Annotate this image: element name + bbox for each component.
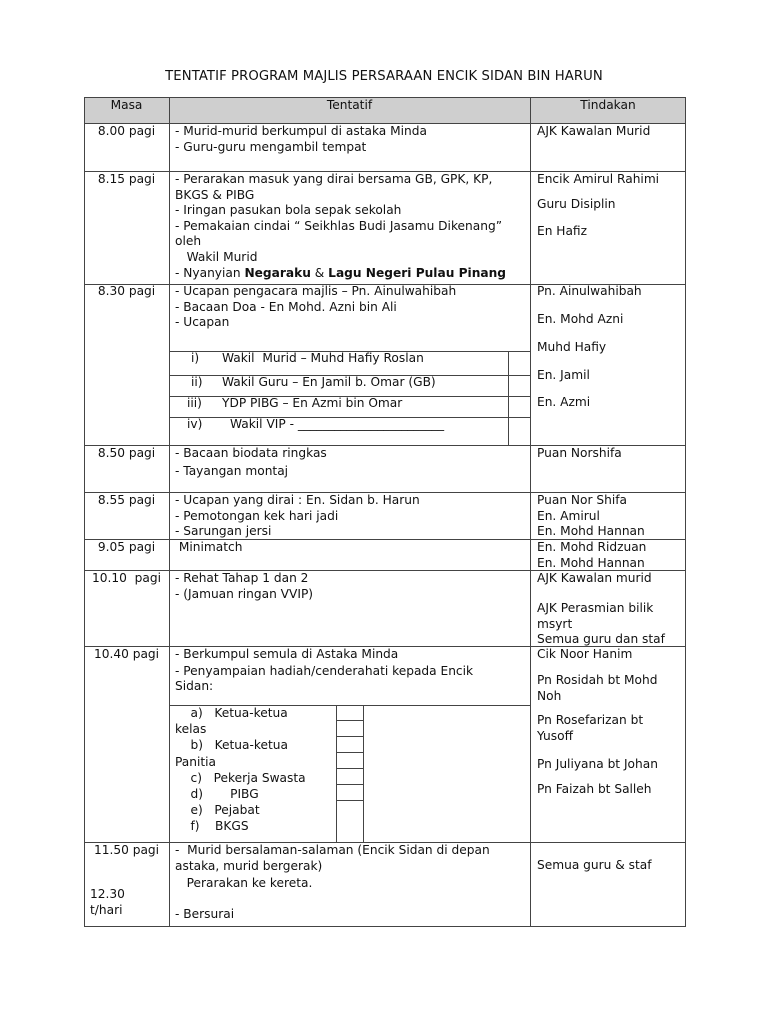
tindakan-cell <box>537 540 646 571</box>
time-cell: 10.10 pagi <box>92 571 161 585</box>
list-item: - Berkumpul semula di Astaka Minda <box>175 647 399 661</box>
table-border <box>84 926 686 927</box>
list-item: Semua guru dan staf <box>537 632 665 647</box>
award-item: f) BKGS <box>175 819 249 834</box>
list-item: Wakil Murid <box>175 249 258 264</box>
column-divider <box>169 97 170 927</box>
award-item: a) Ketua-ketua <box>175 706 288 720</box>
tindakan-cell <box>537 673 657 704</box>
nested-table-line <box>336 736 363 737</box>
tindakan-cell: Pn. Ainulwahibah <box>537 284 642 298</box>
time-cell: 8.50 pagi <box>97 446 156 460</box>
list-item: Puan Nor Shifa <box>537 493 627 507</box>
tindakan-cell <box>537 713 643 744</box>
tindakan-cell: Puan Norshifa <box>537 446 622 460</box>
tindakan-cell: Guru Disiplin <box>537 197 616 211</box>
tindakan-cell: Semua guru & staf <box>537 858 652 872</box>
time-cell: 8.15 pagi <box>97 172 156 186</box>
list-item: - Ucapan <box>175 315 230 330</box>
tentatif-cell <box>175 284 456 331</box>
speech-item: Wakil VIP - ________________________ <box>230 417 445 431</box>
tentatif-cell <box>175 571 313 602</box>
tindakan-cell: Pn Faizah bt Salleh <box>537 782 652 796</box>
tindakan-cell: En. Mohd Azni <box>537 312 624 326</box>
award-item: c) Pekerja Swasta <box>175 770 306 785</box>
tindakan-cell: AJK Kawalan murid <box>537 571 652 585</box>
anthem-negeri: Lagu Negeri Pulau Pinang <box>328 265 507 280</box>
list-item: - Pemotongan kek hari jadi <box>175 508 339 523</box>
list-item: - (Jamuan ringan VVIP) <box>175 586 314 601</box>
award-item: d) PIBG <box>175 787 259 802</box>
list-item: - Bersurai <box>175 907 235 921</box>
speech-item: YDP PIBG – En Azmi bin Omar <box>222 396 403 410</box>
list-item: En. Mohd Hannan <box>537 555 645 570</box>
header-tentatif: Tentatif <box>326 98 373 112</box>
program-table <box>84 97 686 927</box>
list-item: Sidan: <box>175 679 214 694</box>
time-cell-end <box>90 887 125 918</box>
award-item: Panitia <box>175 754 217 769</box>
tindakan-cell: Muhd Hafiy <box>537 340 607 354</box>
list-item: - Sarungan jersi <box>175 524 272 539</box>
speech-number: iv) <box>187 417 203 431</box>
anthem-negaraku: Negaraku <box>244 265 311 280</box>
table-border <box>84 97 85 927</box>
list-item: Pn Rosefarizan bt <box>537 713 644 727</box>
tindakan-cell: En. Jamil <box>537 368 590 382</box>
speech-number: i) <box>191 351 200 365</box>
list-item: Yusoff <box>537 728 573 743</box>
table-border <box>685 97 686 927</box>
list-item: - Murid-murid berkumpul di astaka Minda <box>175 124 427 138</box>
header-masa: Masa <box>110 98 143 112</box>
nested-table-line <box>336 768 363 769</box>
list-item: - Pemakaian cindai “ Seikhlas Budi Jasamu Dikenang” <box>175 218 503 233</box>
list-item: AJK Perasmian bilik <box>537 601 654 615</box>
time-cell: 8.00 pagi <box>97 124 156 138</box>
list-item: Pn Rosidah bt Mohd <box>537 673 658 687</box>
list-item: t/hari <box>90 902 123 917</box>
tindakan-cell <box>537 601 665 648</box>
list-item: - Penyampaian hadiah/cenderahati kepada Encik <box>175 663 474 678</box>
time-cell: 8.55 pagi <box>97 493 156 507</box>
award-item: kelas <box>175 722 207 737</box>
tentatif-cell <box>175 172 506 281</box>
tentatif-cell <box>175 647 473 695</box>
tindakan-cell: Cik Noor Hanim <box>537 647 633 661</box>
list-item: - Tayangan montaj <box>175 464 289 478</box>
list-item: - Rehat Tahap 1 dan 2 <box>175 571 309 585</box>
list-item: - Ucapan yang dirai : En. Sidan b. Harun <box>175 493 420 507</box>
tindakan-cell: En Hafiz <box>537 224 588 238</box>
time-cell: 9.05 pagi <box>97 540 156 554</box>
award-list <box>175 705 306 835</box>
list-item: - Ucapan pengacara majlis – Pn. Ainulwahibah <box>175 284 457 298</box>
time-cell: 8.30 pagi <box>97 284 156 298</box>
anthem-prefix: - Nyanyian <box>175 265 245 280</box>
list-item: - Iringan pasukan bola sepak sekolah <box>175 203 402 218</box>
nested-table-line <box>336 720 363 721</box>
column-divider <box>530 97 531 927</box>
list-item: Perarakan ke kereta. <box>175 876 313 891</box>
list-item: - Bacaan biodata ringkas <box>175 446 327 460</box>
list-item: BKGS & PIBG <box>175 187 255 202</box>
time-cell: 10.40 pagi <box>93 647 160 661</box>
list-item: - Guru-guru mengambil tempat <box>175 139 367 154</box>
tindakan-cell: Encik Amirul Rahimi <box>537 172 660 186</box>
list-item: Noh <box>537 688 562 703</box>
award-item: b) Ketua-ketua <box>175 738 288 753</box>
tindakan-cell: En. Azmi <box>537 395 591 409</box>
list-item: En. Mohd Hannan <box>537 524 645 539</box>
speech-number: iii) <box>187 396 202 410</box>
anthem-line <box>175 266 506 282</box>
tentatif-cell <box>175 843 490 892</box>
nested-table-line <box>508 351 509 445</box>
speech-item: Wakil Murid – Muhd Hafiy Roslan <box>222 351 424 365</box>
tindakan-cell: Pn Juliyana bt Johan <box>537 757 658 771</box>
speech-item: Wakil Guru – En Jamil b. Omar (GB) <box>222 375 436 389</box>
tindakan-cell <box>537 493 645 540</box>
list-item: - Bacaan Doa - En Mohd. Azni bin Ali <box>175 299 397 314</box>
list-item: - Murid bersalaman-salaman (Encik Sidan di depan <box>175 843 490 857</box>
time-cell: 11.50 pagi <box>93 843 160 857</box>
list-item: En. Amirul <box>537 508 600 523</box>
speech-number: ii) <box>191 375 203 389</box>
nested-table-line <box>336 784 363 785</box>
award-item: e) Pejabat <box>175 803 260 818</box>
list-item: msyrt <box>537 616 573 631</box>
document-title: TENTATIF PROGRAM MAJLIS PERSARAAN ENCIK SIDAN BIN HARUN <box>165 69 603 84</box>
list-item: - Perarakan masuk yang dirai bersama GB, GPK, KP, <box>175 172 493 186</box>
tindakan-cell: AJK Kawalan Murid <box>537 124 651 138</box>
list-item: oleh <box>175 234 202 249</box>
list-item: astaka, murid bergerak) <box>175 858 323 873</box>
nested-table-line <box>363 705 364 842</box>
list-item: 12.30 <box>90 887 125 901</box>
nested-table-line <box>336 752 363 753</box>
list-item: Minimatch <box>175 540 243 554</box>
nested-table-line <box>336 800 363 801</box>
anthem-join: & <box>310 265 329 280</box>
list-item: En. Mohd Ridzuan <box>537 540 647 554</box>
header-tindakan: Tindakan <box>580 98 636 112</box>
tentatif-cell <box>175 124 427 155</box>
nested-table-line <box>336 705 337 842</box>
tentatif-cell <box>175 493 420 540</box>
